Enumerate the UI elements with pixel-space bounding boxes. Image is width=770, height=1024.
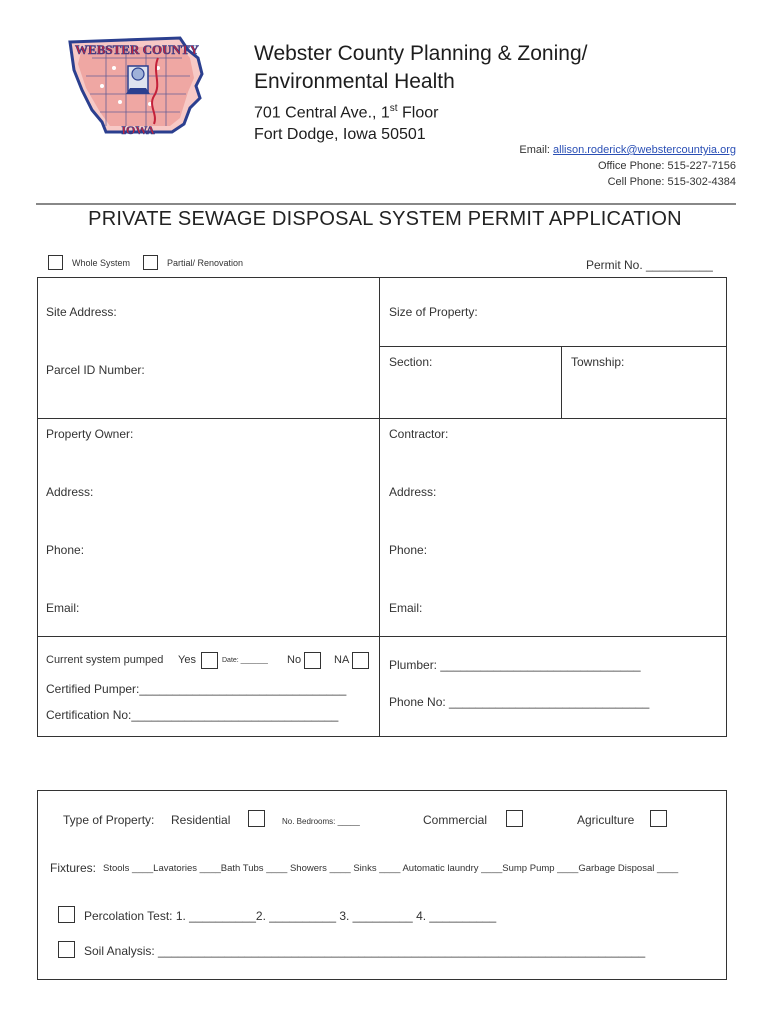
pumped-yes-checkbox[interactable] — [201, 652, 218, 669]
table-divider — [37, 636, 727, 637]
current-system-pumped-label: Current system pumped — [46, 654, 164, 666]
table-divider — [37, 418, 727, 419]
permit-number-field[interactable]: Permit No. __________ — [586, 258, 713, 272]
partial-renovation-label: Partial/ Renovation — [167, 258, 244, 268]
parcel-id-field[interactable]: Parcel ID Number: — [46, 363, 145, 377]
header-divider — [36, 203, 736, 205]
site-address-field[interactable]: Site Address: — [46, 305, 117, 319]
logo-text-top: WEBSTER COUNTY — [75, 42, 199, 57]
office-phone: Office Phone: 515-227-7156 — [597, 160, 736, 172]
fixtures-list[interactable]: Stools ____Lavatories ____Bath Tubs ____ Showers ____ Sinks ____ Automatic laundry ____Sump Pump ____Garbage Disposal ____ — [103, 863, 679, 874]
webster-county-logo — [62, 28, 212, 140]
email-line: Email: allison.roderick@webstercountyia.org — [519, 144, 736, 156]
agency-title — [254, 40, 587, 96]
owner-email-field[interactable]: Email: — [46, 601, 80, 615]
partial-renovation-checkbox[interactable] — [143, 255, 158, 270]
certification-no-field[interactable]: Certification No:_______________________________ — [46, 708, 339, 722]
pumped-na-label: NA — [334, 654, 350, 666]
pumped-na-checkbox[interactable] — [352, 652, 369, 669]
pumped-yes-label: Yes — [178, 654, 196, 666]
contact-info — [519, 142, 736, 190]
agriculture-checkbox[interactable] — [650, 810, 667, 827]
fixtures-label: Fixtures: — [50, 861, 97, 875]
section-field[interactable]: Section: — [389, 355, 433, 369]
property-owner-field[interactable]: Property Owner: — [46, 427, 134, 441]
table-divider — [561, 346, 562, 418]
pumped-no-label: No — [287, 654, 302, 666]
contractor-phone-field[interactable]: Phone: — [389, 543, 428, 557]
commercial-checkbox[interactable] — [506, 810, 523, 827]
residential-checkbox[interactable] — [248, 810, 265, 827]
agriculture-label: Agriculture — [577, 813, 635, 827]
size-of-property-field[interactable]: Size of Property: — [389, 305, 478, 319]
form-title: PRIVATE SEWAGE DISPOSAL SYSTEM PERMIT APPLICATION — [88, 208, 682, 230]
pumped-no-checkbox[interactable] — [304, 652, 321, 669]
agency-title-line2: Environmental Health — [254, 70, 455, 93]
type-of-property-label: Type of Property: — [63, 813, 155, 827]
soil-analysis-field[interactable]: Soil Analysis: _________________________________________________________________________ — [84, 944, 646, 958]
contractor-field[interactable]: Contractor: — [389, 427, 449, 441]
owner-address-field[interactable]: Address: — [46, 485, 94, 499]
residential-label: Residential — [171, 813, 231, 827]
address-city: Fort Dodge, Iowa 50501 — [254, 126, 426, 144]
whole-system-label: Whole System — [72, 258, 131, 268]
email-link[interactable]: allison.roderick@webstercountyia.org — [553, 144, 736, 156]
percolation-test-fields[interactable]: Percolation Test: 1. __________2. __________ 3. _________ 4. __________ — [84, 909, 497, 923]
percolation-test-checkbox[interactable] — [58, 906, 75, 923]
agency-title-line1: Webster County Planning & Zoning/ — [254, 42, 588, 65]
address-street: 701 Central Ave., 1st Floor — [254, 103, 439, 122]
table-divider — [379, 346, 727, 347]
agency-address — [254, 98, 438, 146]
contractor-address-field[interactable]: Address: — [389, 485, 437, 499]
township-field[interactable]: Township: — [571, 355, 625, 369]
plumber-field[interactable]: Plumber: ______________________________ — [389, 658, 641, 672]
contractor-email-field[interactable]: Email: — [389, 601, 423, 615]
commercial-label: Commercial — [423, 813, 488, 827]
logo-text-bottom: IOWA — [121, 123, 155, 137]
certified-pumper-field[interactable]: Certified Pumper:_______________________________ — [46, 682, 347, 696]
owner-phone-field[interactable]: Phone: — [46, 543, 85, 557]
whole-system-checkbox[interactable] — [48, 255, 63, 270]
soil-analysis-checkbox[interactable] — [58, 941, 75, 958]
pumped-date-field[interactable]: Date: _______ — [222, 657, 268, 664]
bedrooms-field[interactable]: No. Bedrooms: _____ — [282, 817, 360, 826]
cell-phone: Cell Phone: 515-302-4384 — [607, 176, 736, 188]
plumber-phone-field[interactable]: Phone No: ______________________________ — [389, 695, 650, 709]
